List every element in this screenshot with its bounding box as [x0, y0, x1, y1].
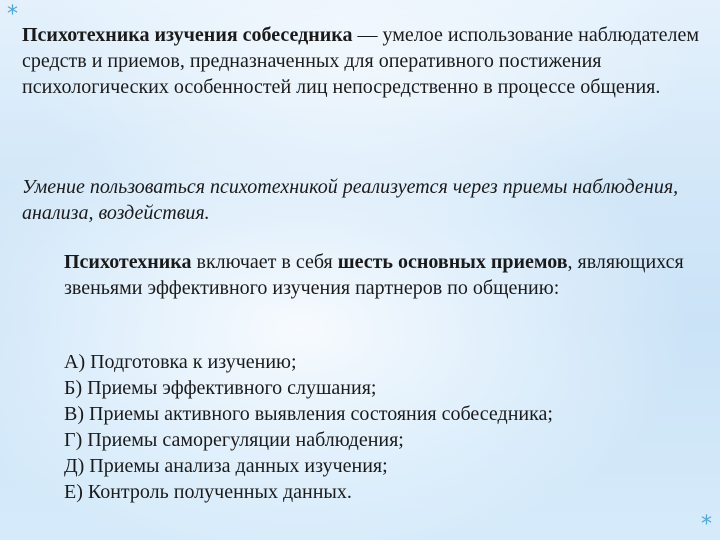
technique-item: А) Подготовка к изучению;	[64, 351, 297, 373]
techniques-intro-emphasis: шесть основных приемов	[337, 251, 568, 273]
usage-paragraph	[22, 174, 702, 226]
technique-item: Б) Приемы эффективного слушания;	[64, 377, 377, 399]
definition-paragraph	[22, 22, 702, 100]
technique-item: Д) Приемы анализа данных изучения;	[64, 455, 388, 477]
technique-item: Е) Контроль полученных данных.	[64, 481, 352, 503]
decorative-star-icon: *	[701, 512, 712, 537]
definition-term: Психотехника изучения собеседника	[22, 24, 353, 46]
definition-dash: —	[352, 24, 383, 46]
decorative-star-icon: *	[7, 2, 18, 27]
techniques-list	[64, 349, 704, 505]
techniques-intro-middle: включает в себя	[191, 251, 338, 273]
technique-item: В) Приемы активного выявления состояния собеседника;	[64, 403, 553, 425]
definition-text: умелое использование наблюдателем средств и приемов, предназначенных для оперативного постижения психологических особенностей лиц непосредственно в процессе общения.	[22, 24, 699, 98]
techniques-intro-paragraph	[64, 249, 704, 301]
techniques-intro-term: Психотехника	[64, 251, 192, 273]
usage-text: Умение пользоваться психотехникой реализуется через приемы наблюдения, анализа, воздействия.	[22, 176, 679, 224]
techniques-intro-end: , являющихся звеньями эффективного изучения партнеров по общению:	[64, 251, 684, 299]
technique-item: Г) Приемы саморегуляции наблюдения;	[64, 429, 404, 451]
